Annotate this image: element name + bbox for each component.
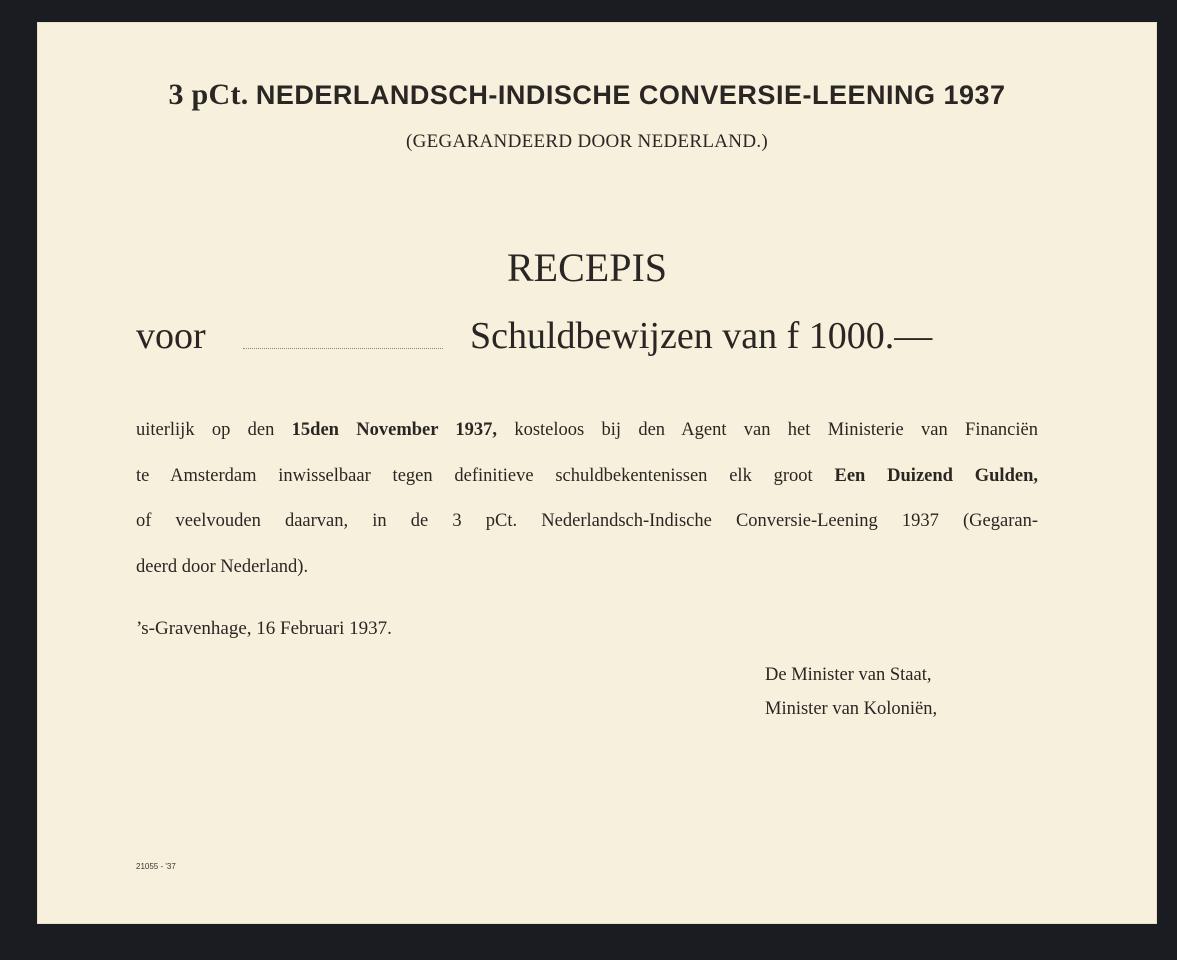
document-title	[137, 78, 1037, 112]
amount-words: Een Duizend Gulden,	[834, 465, 1038, 486]
denomination-line: Schuldbewijzen van f 1000.—	[470, 315, 933, 357]
deadline-date: 15den November 1937,	[291, 420, 498, 440]
signature-block	[765, 658, 937, 726]
signature-line-1: De Minister van Staat,	[765, 665, 932, 685]
title-loan-name: NEDERLANDSCH-INDISCHE CONVERSIE-LEENING 1937	[255, 80, 1006, 110]
signature-line-2: Minister van Koloniën,	[765, 699, 938, 719]
body-line-4: deerd door Nederland).	[136, 556, 309, 577]
document-subtitle: (GEGARANDEERD DOOR NEDERLAND.)	[405, 131, 769, 152]
body-line-3: of veelvouden daarvan, in de 3 pCt. Nederlandsch-Indische Conversie-Leening 1937 (Gegaran-	[136, 511, 1038, 531]
voor-label: voor	[136, 315, 206, 357]
body-paragraph	[136, 408, 1038, 590]
title-rate: 3 pCt.	[168, 78, 249, 111]
document-heading: RECEPIS	[506, 245, 668, 290]
body-line-1: uiterlijk op den 15den November 1937, kosteloos bij den Agent van het Ministerie van Financiën	[136, 420, 1038, 440]
print-code: 21055 - '37	[136, 862, 176, 871]
document-sheet	[37, 22, 1157, 924]
quantity-blank-line	[243, 348, 443, 349]
body-line-2: te Amsterdam inwisselbaar tegen definitieve schuldbekentenissen elk groot Een Duizend Gulden,	[136, 465, 1038, 486]
place-date: ’s-Gravenhage, 16 Februari 1937.	[136, 618, 392, 639]
